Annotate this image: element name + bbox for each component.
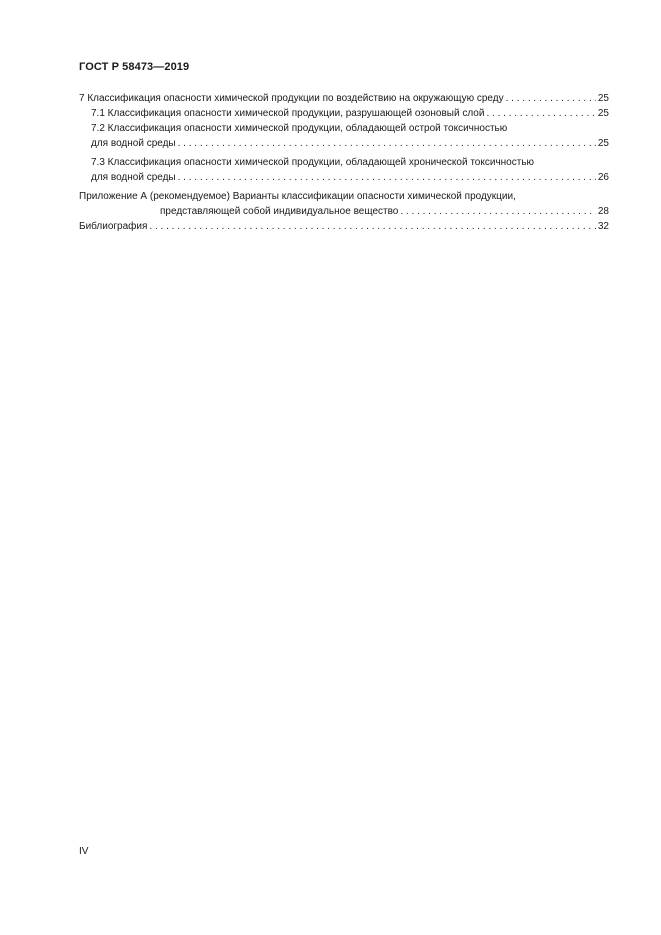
toc-entry-title: 7.1 Классификация опасности химической продукции, разрушающей озоновый слой — [91, 108, 485, 119]
toc-page-number: 25 — [597, 108, 609, 119]
page-number: IV — [79, 846, 89, 857]
toc-entry-title-continuation: для водной среды — [91, 172, 176, 183]
toc-page-number: 25 — [597, 93, 609, 104]
toc-leader-dots — [178, 136, 596, 151]
toc-entry-title: 7.2 Классификация опасности химической продукции, обладающей острой токсичностью — [91, 123, 508, 134]
toc-entry-title: 7.3 Классификация опасности химической продукции, обладающей хронической токсичностью — [91, 157, 535, 168]
toc-entry-section-7-2[interactable] — [79, 121, 609, 151]
toc-leader-dots — [486, 106, 595, 121]
toc-entry-appendix-a[interactable] — [79, 189, 609, 219]
toc-entry-title: Библиография — [79, 221, 148, 232]
toc-leader-dots — [178, 170, 596, 185]
toc-page-number: 28 — [597, 206, 609, 217]
toc-leader-dots — [149, 219, 595, 234]
toc-entry-title-continuation: представляющей собой индивидуальное вещество — [160, 206, 399, 217]
toc-page-number: 32 — [597, 221, 609, 232]
toc-entry-section-7-1[interactable] — [79, 106, 609, 121]
toc-entry-bibliography[interactable] — [79, 219, 609, 234]
toc-leader-dots — [400, 204, 596, 219]
toc-entry-title: Приложение А (рекомендуемое) Варианты классификации опасности химической продукции, — [79, 191, 516, 202]
document-header: ГОСТ Р 58473—2019 — [79, 61, 190, 73]
toc-entry-section-7-3[interactable] — [79, 155, 609, 185]
toc-entry-title: 7 Классификация опасности химической продукции по воздействию на окружающую среду — [79, 93, 504, 104]
toc-entry-title-continuation: для водной среды — [91, 138, 176, 149]
toc-entry-section-7[interactable] — [79, 91, 609, 106]
toc-leader-dots — [506, 91, 596, 106]
toc-page-number: 25 — [597, 138, 609, 149]
table-of-contents — [79, 91, 609, 234]
toc-page-number: 26 — [597, 172, 609, 183]
